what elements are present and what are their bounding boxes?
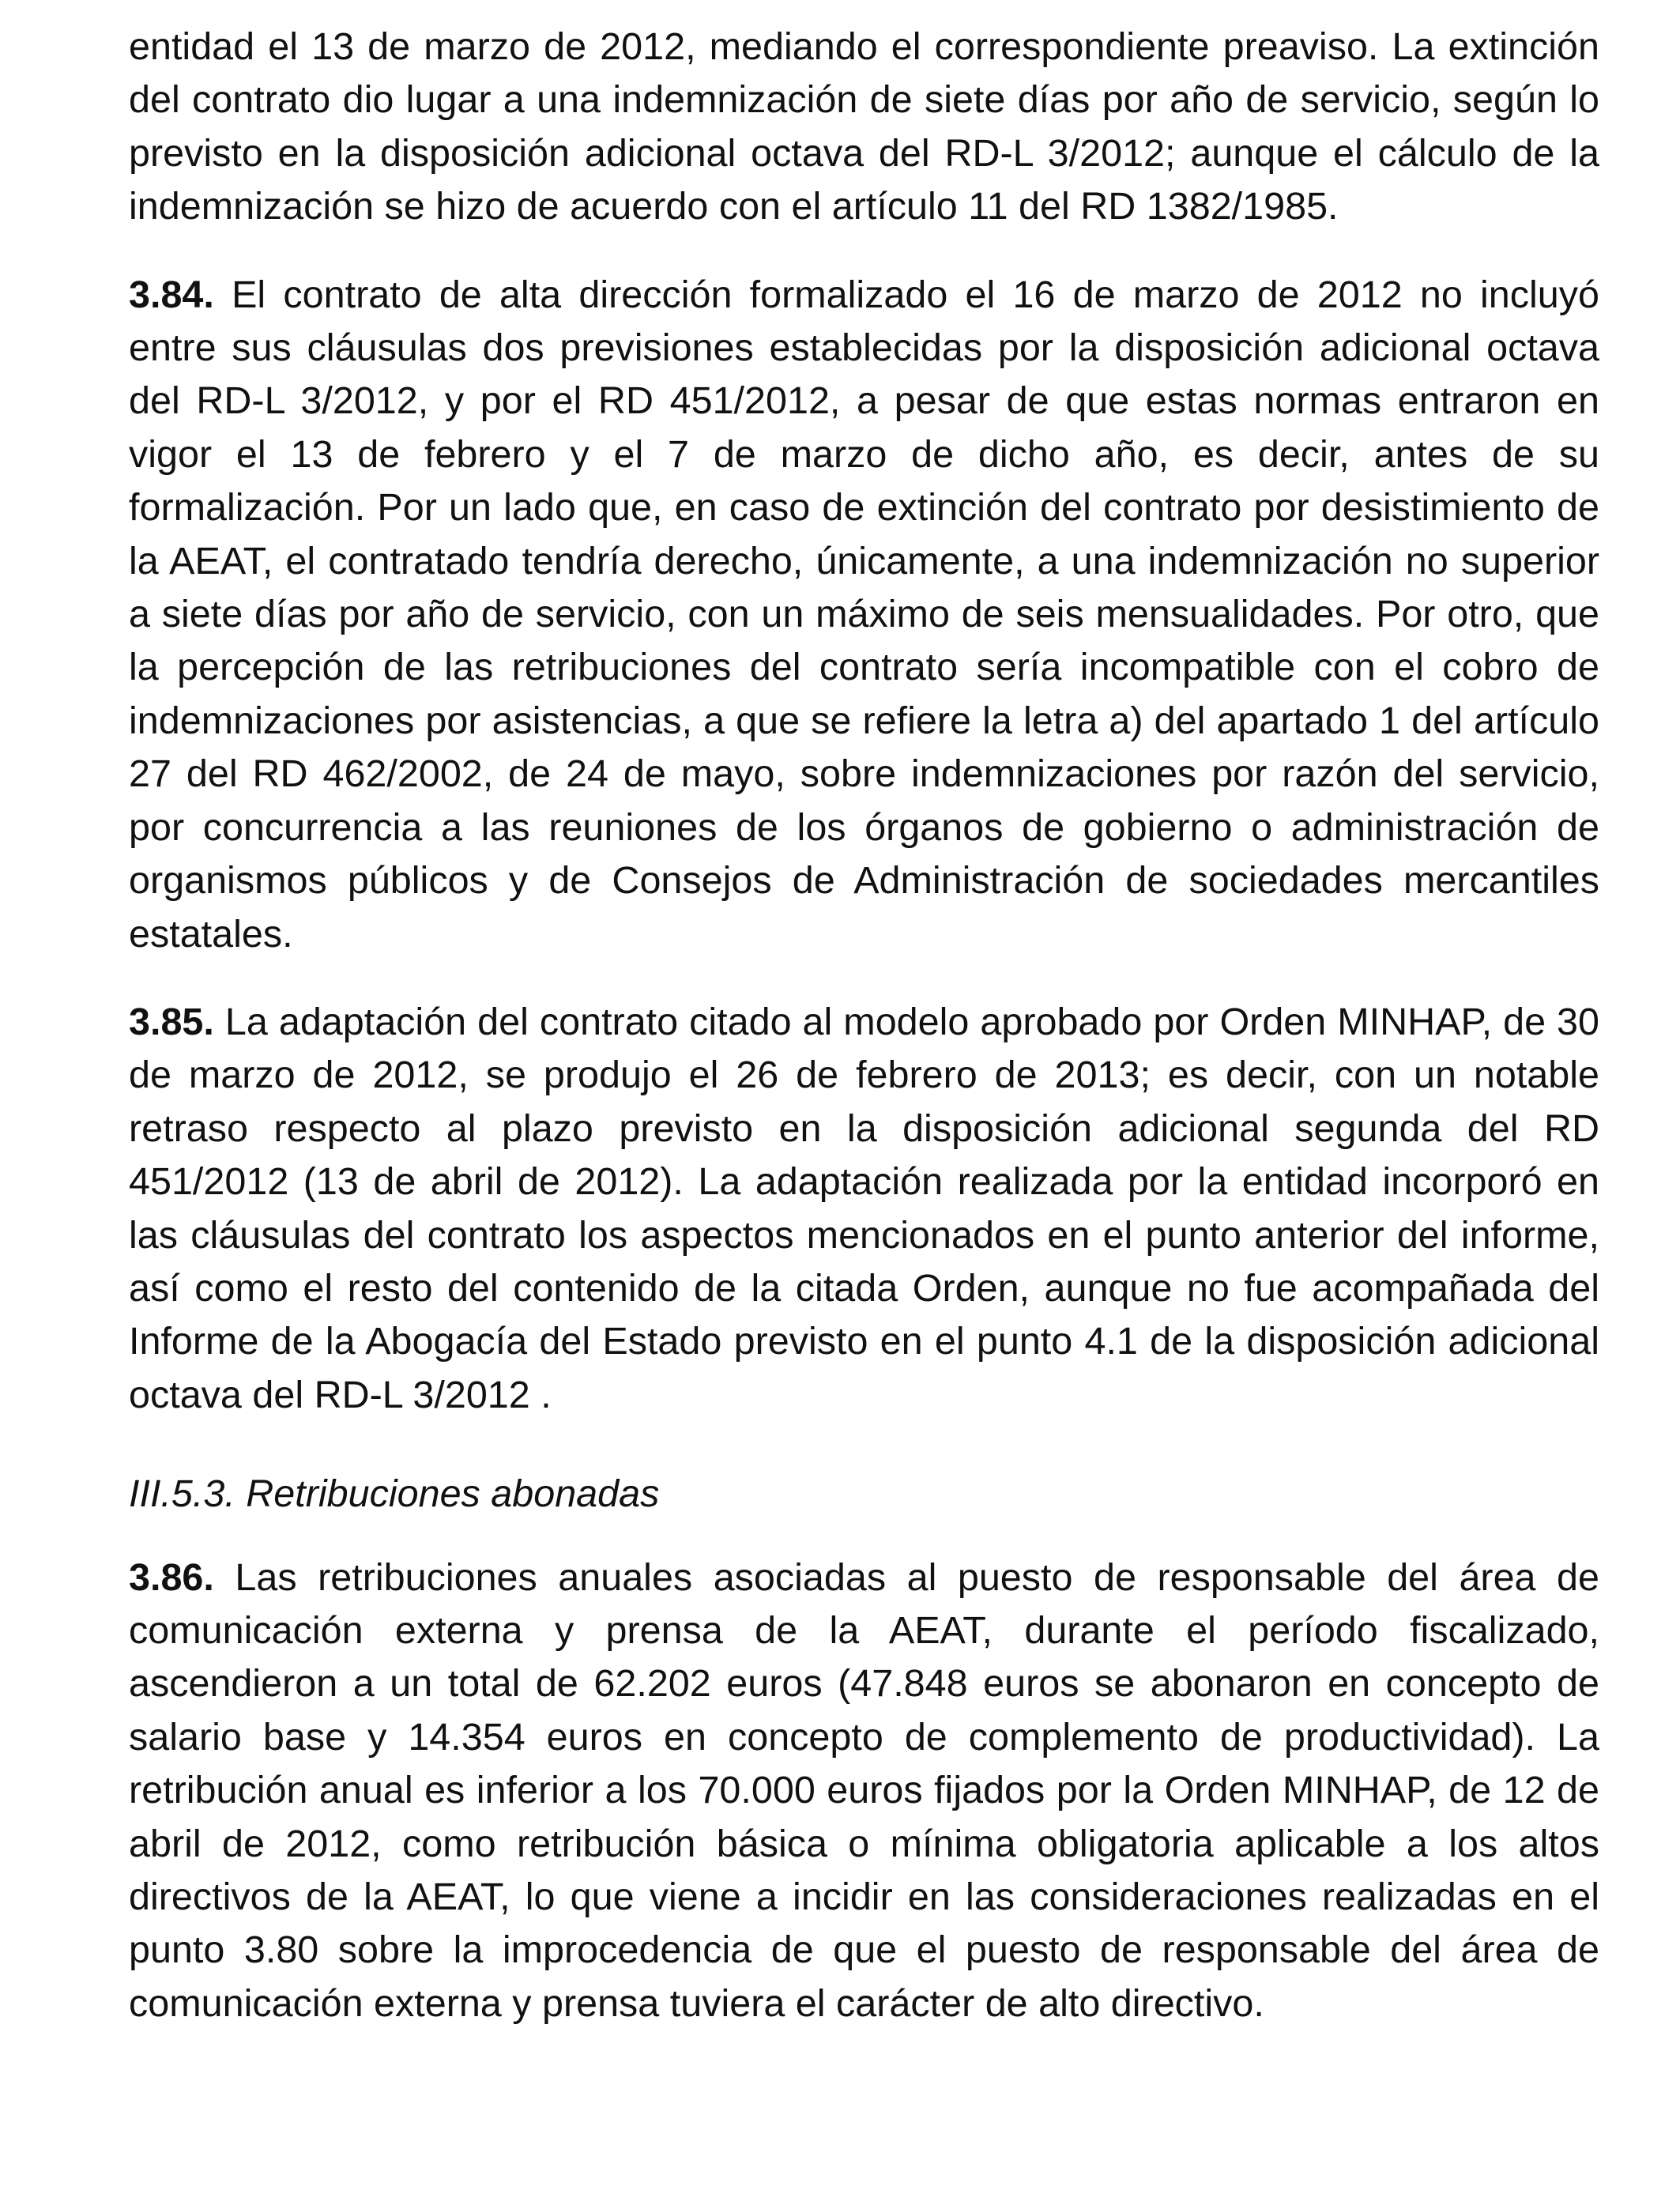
paragraph-number: 3.84. — [129, 273, 214, 316]
paragraph-3-86 — [129, 1551, 1599, 2031]
document-page — [129, 21, 1599, 2030]
paragraph-3-85 — [129, 996, 1599, 1422]
section-heading: III.5.3. Retribuciones abonadas — [129, 1472, 660, 1516]
paragraph-number: 3.85. — [129, 1000, 214, 1043]
paragraph-text: entidad el 13 de marzo de 2012, mediando el correspondiente preaviso. La extinción del contrato dio lugar a una indemnización de siete días por año de servicio, según lo previsto en la disposición adicional octava del RD-L 3/2012; aunque el cálculo de la indemnización se hizo de acuerdo con el artículo 11 del RD 1382/1985. — [129, 25, 1599, 228]
paragraph-intro — [129, 21, 1599, 234]
paragraph-number: 3.86. — [129, 1555, 214, 1599]
paragraph-text: El contrato de alta dirección formalizado el 16 de marzo de 2012 no incluyó entre sus cláusulas dos previsiones establecidas por la disposición adicional octava del RD-L 3/2012, y por el RD 451/2012, a pesar de que estas normas entraron en vigor el 13 de febrero y el 7 de marzo de dicho año, es decir, antes de su formalización. Por un lado que, en caso de extinción del contrato por desistimiento de la AEAT, el contratado tendría derecho, únicamente, a una indemnización no superior a siete días por año de servicio, con un máximo de seis mensualidades. Por otro, que la percepción de las retribuciones del contrato sería incompatible con el cobro de indemnizaciones por asistencias, a que se refiere la letra a) del apartado 1 del artículo 27 del RD 462/2002, de 24 de mayo, sobre indemnizaciones por razón del servicio, por concurrencia a las reuniones de los órganos de gobierno o administración de organismos públicos y de Consejos de Administración de sociedades mercantiles estatales. — [129, 273, 1600, 956]
paragraph-text: La adaptación del contrato citado al modelo aprobado por Orden MINHAP, de 30 de marzo de 2012, se produjo el 26 de febrero de 2013; es decir, con un notable retraso respecto al plazo previsto en la disposición adicional segunda del RD 451/2012 (13 de abril de 2012). La adaptación realizada por la entidad incorporó en las cláusulas del contrato los aspectos mencionados en el punto anterior del informe, así como el resto del contenido de la citada Orden, aunque no fue acompañada del Informe de la Abogacía del Estado previsto en el punto 4.1 de la disposición adicional octava del RD-L 3/2012 . — [129, 1000, 1599, 1416]
paragraph-3-84 — [129, 269, 1599, 961]
paragraph-text: Las retribuciones anuales asociadas al puesto de responsable del área de comunicación externa y prensa de la AEAT, durante el período fiscalizado, ascendieron a un total de 62.202 euros (47.848 euros se abonaron en concepto de salario base y 14.354 euros en concepto de complemento de productividad). La retribución anual es inferior a los 70.000 euros fijados por la Orden MINHAP, de 12 de abril de 2012, como retribución básica o mínima obligatoria aplicable a los altos directivos de la AEAT, lo que viene a incidir en las consideraciones realizadas en el punto 3.80 sobre la improcedencia de que el puesto de responsable del área de comunicación externa y prensa tuviera el carácter de alto directivo. — [129, 1555, 1599, 2025]
